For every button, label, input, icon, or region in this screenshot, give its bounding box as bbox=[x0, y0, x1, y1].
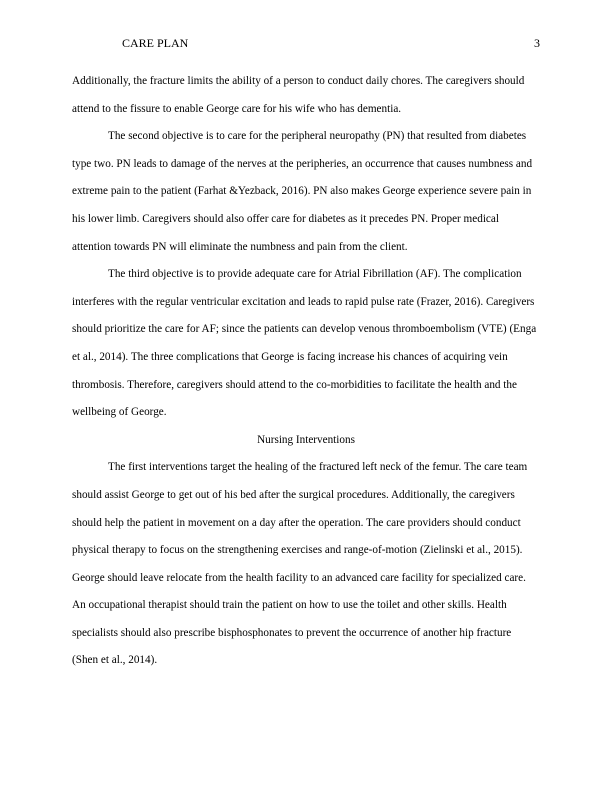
paragraph-continuation: Additionally, the fracture limits the ability of a person to conduct daily chores. The caregivers should attend to the fissure to enable George care for his wife who has dementia. bbox=[72, 75, 525, 115]
document-body bbox=[72, 68, 540, 675]
paragraph-atrial-fibrillation: The third objective is to provide adequate care for Atrial Fibrillation (AF). The complication interferes with the regular ventricular excitation and leads to rapid pulse rate (Frazer, 2016). Caregivers should prioritize the care for AF; since the patients can develop venous thromboembolism (VTE) (Enga et al., 2014). The three complications that George is facing increase his chances of acquiring vein thrombosis. Therefore, caregivers should attend to the co-morbidities to facilitate the health and the wellbeing of George. bbox=[72, 268, 537, 419]
page-number: 3 bbox=[534, 36, 540, 50]
paragraph-interventions: The first interventions target the healing of the fractured left neck of the femur. The care team should assist George to get out of his bed after the surgical procedures. Additionally, the caregivers should help the patient in movement on a day after the operation. The care providers should conduct physical therapy to focus on the strengthening exercises and range-of-motion (Zielinski et al., 2015). George should leave relocate from the health facility to an advanced care facility for specialized care. An occupational therapist should train the patient on how to use the toilet and other skills. Health specialists should also prescribe bisphosphonates to prevent the occurrence of another hip fracture (Shen et al., 2014). bbox=[72, 461, 528, 667]
running-head: CARE PLAN bbox=[122, 36, 189, 50]
paragraph-peripheral-neuropathy: The second objective is to care for the peripheral neuropathy (PN) that resulted from diabetes type two. PN leads to damage of the nerves at the peripheries, an occurrence that causes numbness and extreme pain to the patient (Farhat &Yezback, 2016). PN also makes George experience severe pain in his lower limb. Caregivers should also offer care for diabetes as it precedes PN. Proper medical attention towards PN will eliminate the numbness and pain from the client. bbox=[72, 130, 533, 253]
section-heading-nursing-interventions: Nursing Interventions bbox=[257, 433, 355, 446]
